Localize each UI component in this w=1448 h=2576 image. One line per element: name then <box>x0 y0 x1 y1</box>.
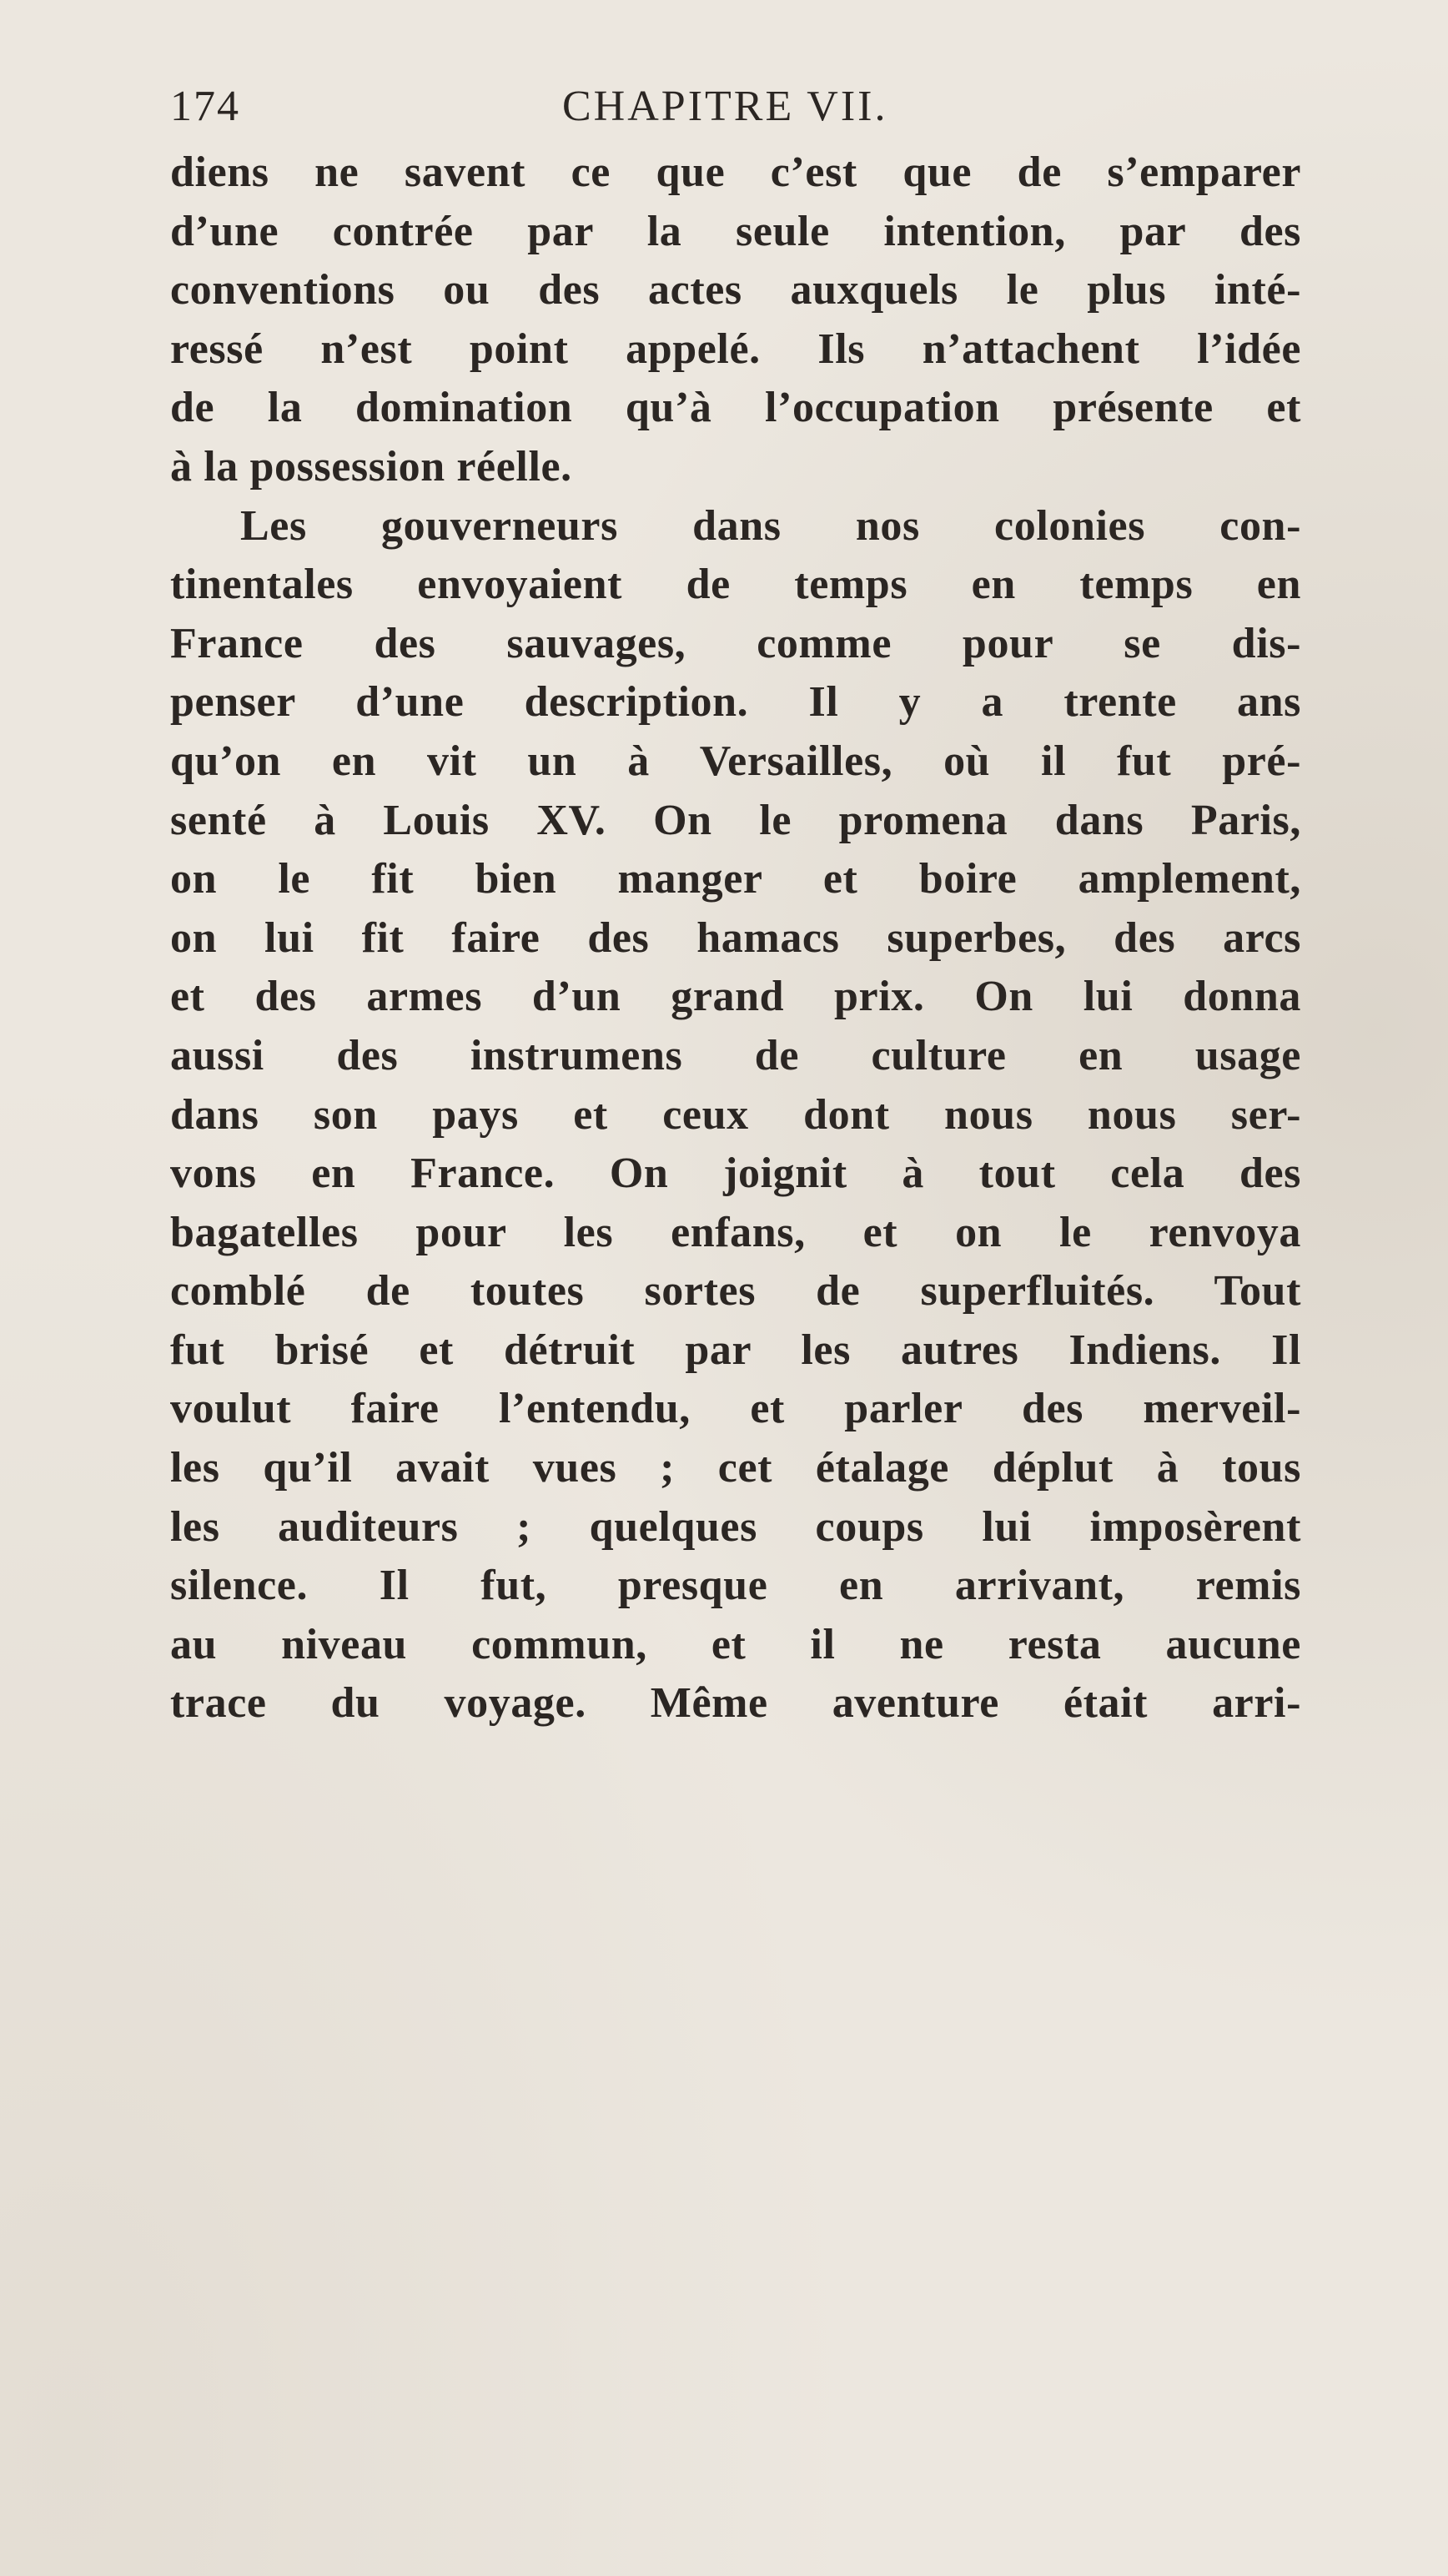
text-line: tinentales envoyaient de temps en temps en <box>170 561 1301 609</box>
text-line: et des armes d’un grand prix. On lui donna <box>170 973 1301 1021</box>
text-line: qu’on en vit un à Versailles, où il fut pré- <box>170 737 1301 785</box>
body-text <box>170 143 1301 1733</box>
text-line: voulut faire l’entendu, et parler des merveil- <box>170 1385 1301 1433</box>
text-line: senté à Louis XV. On le promena dans Paris, <box>170 796 1301 844</box>
text-line: Les gouverneurs dans nos colonies con- <box>240 501 1301 550</box>
text-line: au niveau commun, et il ne resta aucune <box>170 1620 1301 1668</box>
text-line: dans son pays et ceux dont nous nous ser- <box>170 1090 1301 1139</box>
text-line: penser d’une description. Il y a trente ans <box>170 678 1301 727</box>
page-header <box>170 82 1305 140</box>
text-line: comblé de toutes sortes de superfluités. Tout <box>170 1267 1301 1316</box>
text-line: vons en France. On joignit à tout cela des <box>170 1150 1301 1198</box>
text-line: ressé n’est point appelé. Ils n’attachent l’idée <box>170 325 1301 373</box>
text-line: bagatelles pour les enfans, et on le renvoya <box>170 1208 1301 1256</box>
text-line: trace du voyage. Même aventure était arri- <box>170 1679 1301 1728</box>
text-line: aussi des instrumens de culture en usage <box>170 1031 1301 1079</box>
text-line: les auditeurs ; quelques coups lui imposèrent <box>170 1502 1301 1551</box>
text-line: diens ne savent ce que c’est que de s’emparer <box>170 148 1301 196</box>
text-line: on le fit bien manger et boire amplement, <box>170 855 1301 903</box>
text-line: les qu’il avait vues ; cet étalage déplut à tous <box>170 1444 1301 1492</box>
text-line: de la domination qu’à l’occupation présente et <box>170 384 1301 432</box>
text-line: fut brisé et détruit par les autres Indiens. Il <box>170 1326 1301 1374</box>
running-title: CHAPITRE VII. <box>562 83 888 130</box>
text-line: France des sauvages, comme pour se dis- <box>170 619 1301 667</box>
text-line: silence. Il fut, presque en arrivant, remis <box>170 1562 1301 1610</box>
text-line: d’une contrée par la seule intention, par des <box>170 207 1301 255</box>
text-line: conventions ou des actes auxquels le plus inté- <box>170 266 1301 314</box>
text-line: on lui fit faire des hamacs superbes, des arcs <box>170 913 1301 962</box>
text-line: à la possession réelle. <box>170 442 572 491</box>
page-number: 174 <box>170 83 240 130</box>
